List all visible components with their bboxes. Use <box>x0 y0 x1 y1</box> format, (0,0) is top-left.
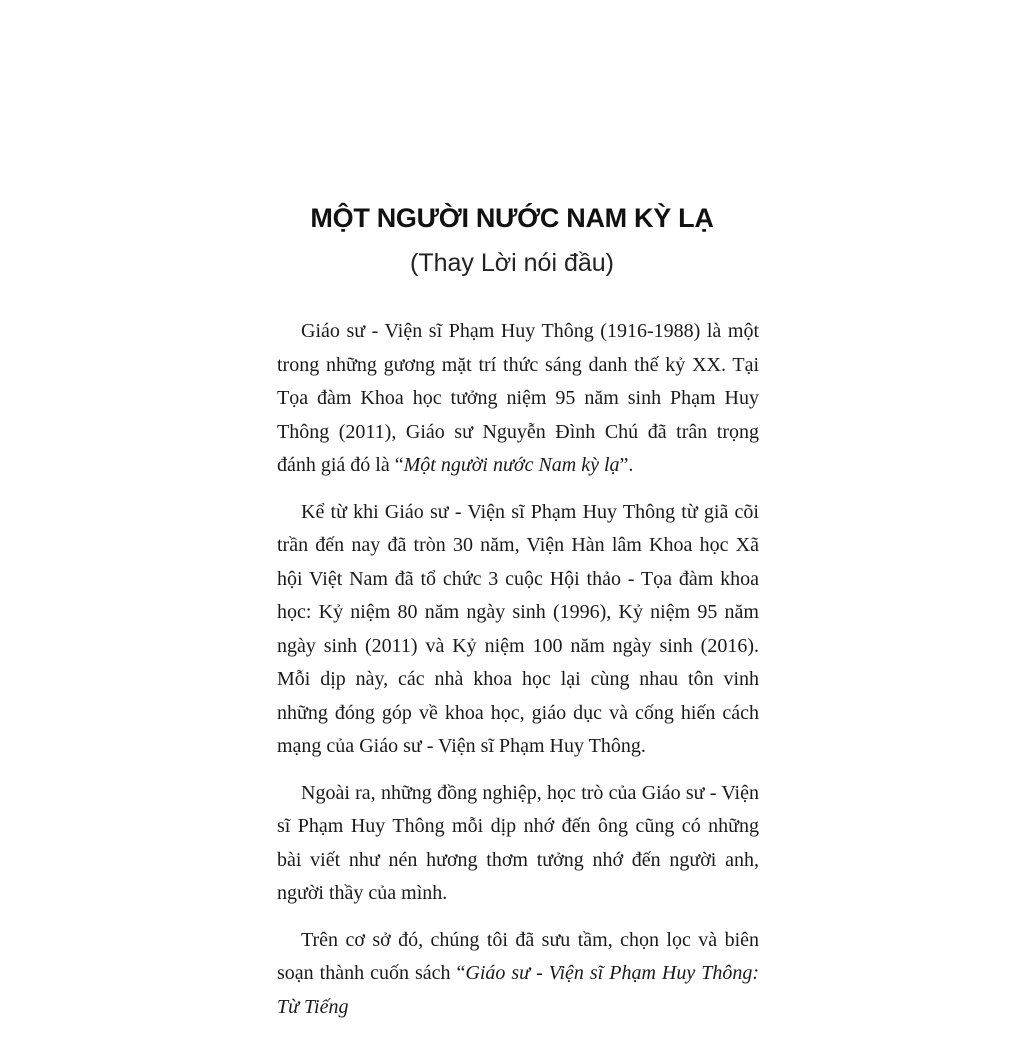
paragraph-1-end: ”. <box>619 454 634 476</box>
paragraph-1 <box>277 315 759 483</box>
paragraph-1-quote: Một người nước Nam kỳ lạ <box>403 454 620 476</box>
paragraph-3: Ngoài ra, những đồng nghiệp, học trò của Giáo sư - Viện sĩ Phạm Huy Thông mỗi dịp nhớ đến ông cũng có những bài viết như nén hương thơm tưởng nhớ đến người anh, người thầy của mình. <box>277 781 759 904</box>
paragraph-4 <box>277 924 759 1025</box>
chapter-title: MỘT NGƯỜI NƯỚC NAM KỲ LẠ <box>310 203 714 233</box>
body-text <box>277 315 759 1037</box>
paragraph-2: Kể từ khi Giáo sư - Viện sĩ Phạm Huy Thông từ giã cõi trần đến nay đã tròn 30 năm, Viện Hàn lâm Khoa học Xã hội Việt Nam đã tổ chức 3 cuộc Hội thảo - Tọa đàm khoa học: Kỷ niệm 80 năm ngày sinh (1996), Kỷ niệm 95 năm ngày sinh (2011) và Kỷ niệm 100 năm ngày sinh (2016). Mỗi dịp này, các nhà khoa học lại cùng nhau tôn vinh những đóng góp về khoa học, giáo dục và cống hiến cách mạng của Giáo sư - Viện sĩ Phạm Huy Thông. <box>277 500 759 757</box>
paragraph-4-text: Trên cơ sở đó, chúng tôi đã sưu tầm, chọn lọc và biên soạn thành cuốn sách “ <box>277 928 759 984</box>
paragraph-1-text: Giáo sư - Viện sĩ Phạm Huy Thông (1916-1988) là một trong những gương mặt trí thức sáng danh thế kỷ XX. Tại Tọa đàm Khoa học tưởng niệm 95 năm sinh Phạm Huy Thông (2011), Giáo sư Nguyễn Đình Chú đã trân trọng đánh giá đó là “ <box>277 320 759 476</box>
paragraph-4-book-title: Giáo sư - Viện sĩ Phạm Huy Thông: Từ Tiếng <box>277 962 760 1018</box>
chapter-subtitle: (Thay Lời nói đầu) <box>410 249 614 277</box>
